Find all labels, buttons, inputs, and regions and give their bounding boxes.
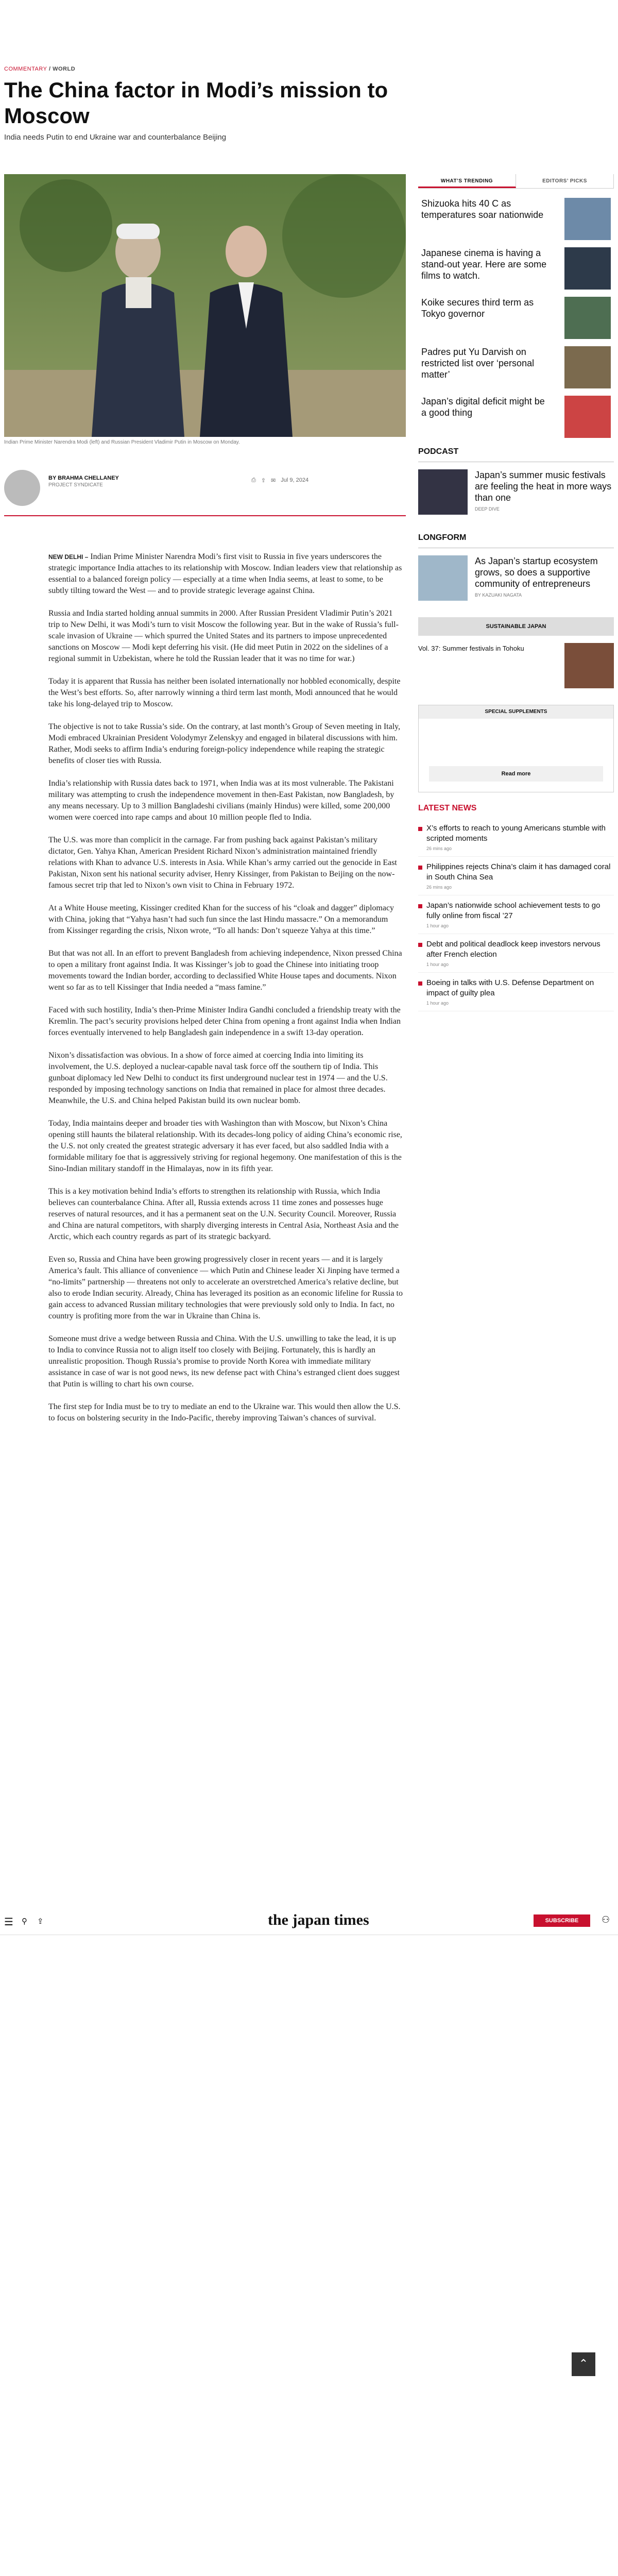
article-paragraph: [48, 835, 404, 891]
user-icon[interactable]: ⚇: [602, 1914, 610, 1925]
tab-trending[interactable]: WHAT’S TRENDING: [418, 174, 516, 188]
latest-item[interactable]: [418, 934, 614, 973]
article-paragraph: [48, 551, 404, 597]
podcast-heading: PODCAST: [418, 447, 614, 462]
menu-icon[interactable]: ☰: [4, 1916, 13, 1928]
article-paragraph: [48, 1118, 404, 1175]
paragraph-text: Even so, Russia and China have been growing progressively closer in recent years — and it is largely America’s fault. This alliance of convenience — which Putin and Chinese leader Xi Jinping have termed a “no-limits” partnership — threatens not only to accelerate an overstretched America’s relative decline, but also to erode Indian security. Already, China has leveraged its position as an economic lifeline for Russia to gain access to advanced Russian military technologies that were previously sold only to India. In fact, no country is profiting more from the war in Ukraine than China is.: [48, 1255, 403, 1320]
breadcrumb-separator: /: [47, 66, 53, 72]
paragraph-text: Indian Prime Minister Narendra Modi’s first visit to Russia in five years underscores the strategic importance India attaches to its relationship with Moscow. Indian leaders view that relationship as essential to a balanced foreign policy — especially at a time when India seems, at least to some, to be subtly tilting toward the West — and to provide strategic leverage against China.: [48, 552, 402, 595]
latest-news-heading: LATEST NEWS: [418, 804, 477, 812]
article-paragraph: [48, 721, 404, 767]
trending-item[interactable]: [418, 238, 614, 287]
article-paragraph: [48, 1186, 404, 1243]
trending-title: Padres put Yu Darvish on restricted list over ‘personal matter’: [421, 347, 535, 380]
paragraph-text: The U.S. was more than complicit in the carnage. Far from pushing back against Pakistan’s military dictator, Gen. Yahya Khan, American President Richard Nixon’s administration maintained friendly relations with Khan to advance U.S. interests in Asia. While Khan’s army carried out the genocide in East Pakistan, Nixon sent his national security adviser, Henry Kissinger, from Pakistan to Beijing on the now-famous secret trip that led to Nixon’s own visit to China in February 1972.: [48, 836, 397, 890]
article-paragraph: [48, 608, 404, 665]
article-body: [48, 551, 404, 1435]
comment-icon[interactable]: ✉: [271, 478, 276, 484]
latest-date: 1 hour ago: [426, 1001, 449, 1006]
paragraph-text: Today, India maintains deeper and broader ties with Washington than with Moscow, but Nixon’s China opening still haunts the bilateral relationship. With its decades-long policy of aiding China’s economic rise, the U.S. not only created the greatest strategic adversary it has ever faced, but also saddled India with a formidable military foe that is aggressively striving for regional hegemony. One manifestation of this is the Sino-Indian military standoff in the Himalayas, now in its fifth year.: [48, 1119, 402, 1173]
longform-thumb: [418, 555, 468, 601]
paragraph-text: Someone must drive a wedge between Russia and China. With the U.S. unwilling to take the lead, it is up to India to convince Russia not to align itself too closely with Beijing. Fortunately, this is hardly an unrealistic proposition. Though Russia’s promise to provide North Korea with immediate military assistance in case of war is not good news, its new defense pact with China’s estranged client does suggest that Putin is willing to chart his own course.: [48, 1334, 400, 1388]
article-paragraph: [48, 948, 404, 993]
latest-date: 1 hour ago: [426, 923, 449, 928]
paragraph-text: Today it is apparent that Russia has neither been isolated internationally nor hobbled economically, despite the West’s best efforts. So, after narrowly winning a third term last month, Modi announced that he would take his long-delayed trip to Moscow.: [48, 677, 401, 708]
latest-item[interactable]: [418, 973, 614, 1011]
article-paragraph: [48, 1050, 404, 1107]
sidebar-tabs: [418, 174, 614, 189]
tab-editors-picks[interactable]: EDITORS’ PICKS: [516, 174, 614, 188]
hero-photo: [4, 174, 406, 437]
photo-caption: Indian Prime Minister Narendra Modi (left) and Russian President Vladimir Putin in Moscow on Monday.: [4, 439, 240, 445]
trending-item[interactable]: [418, 337, 614, 386]
paragraph-text: The first step for India must be to try to mediate an end to the Ukraine war. This would then allow the U.S. to focus on bolstering security in the Indo-Pacific, thereby improving Taiwan’s chances of survival.: [48, 1402, 401, 1422]
site-logo[interactable]: the japan times: [268, 1911, 369, 1928]
podcast-title: Japan’s summer music festivals are feeling the heat in more ways than one: [475, 470, 612, 503]
latest-title: Debt and political deadlock keep investors nervous after French election: [426, 940, 600, 959]
sustainable-item[interactable]: [418, 636, 614, 696]
trending-title: Japanese cinema is having a stand-out year. Here are some films to watch.: [421, 248, 547, 281]
breadcrumb-topic[interactable]: WORLD: [53, 66, 76, 72]
trending-thumb: [564, 396, 611, 438]
subscribe-button[interactable]: SUBSCRIBE: [534, 1914, 590, 1927]
sticky-header: [0, 1906, 618, 1935]
trending-thumb: [564, 198, 611, 240]
scroll-to-top-button[interactable]: ⌃: [572, 2352, 595, 2376]
bullet-icon: [418, 981, 422, 986]
trending-thumb: [564, 346, 611, 388]
article-paragraph: [48, 903, 404, 937]
trending-item[interactable]: [418, 386, 614, 436]
article-paragraph: [48, 676, 404, 710]
sustainable-thumb: [564, 643, 614, 688]
trending-item[interactable]: [418, 287, 614, 337]
longform-title: As Japan’s startup ecosystem grows, so does a supportive community of entrepreneurs: [475, 556, 598, 589]
bullet-icon: [418, 866, 422, 870]
paragraph-text: This is a key motivation behind India’s efforts to strengthen its relationship with Russia, which India believes can counterbalance China. After all, Russia extends across 11 time zones and possesses huge reserves of natural resources, and it has a permanent seat on the U.N. Security Council. Moreover, Russia and China are natural competitors, with sharply diverging interests in Central Asia, Northeast Asia and the Arctic, which each country regards as part of its strategic backyard.: [48, 1187, 399, 1241]
special-supplements: [418, 705, 614, 792]
trending-thumb: [564, 247, 611, 290]
latest-title: X’s efforts to reach to young Americans stumble with scripted moments: [426, 824, 606, 843]
trending-item[interactable]: [418, 189, 614, 238]
breadcrumb: [4, 66, 75, 72]
article-paragraph: [48, 778, 404, 823]
paragraph-text: The objective is not to take Russia’s side. On the contrary, at last month’s Group of Seven meeting in Italy, Modi embraced Ukrainian President Volodymyr Zelenskyy and engaged in bilateral discussions with him. Rather, Modi seeks to affirm India’s enduring foreign-policy independence while reaping the strategic benefits of closer ties with Russia.: [48, 722, 401, 765]
paragraph-text: India’s relationship with Russia dates back to 1971, when India was at its most vulnerable. The Pakistani military was attempting to crush the independence movement in then-East Pakistan, now Bangladesh, by any means necessary. Up to 3 million Bangladeshi civilians (mainly Hindus) were killed, some 200,000 women were coerced into rape camps and about 10 million people fled to India.: [48, 779, 394, 822]
latest-date: 1 hour ago: [426, 962, 449, 967]
paragraph-text: At a White House meeting, Kissinger credited Khan for the success of his “cloak and dagger” diplomacy with China, joking that “Yahya hasn’t had such fun since the last Hindu massacre.” On a memorandum from Kissinger regarding the crisis, Nixon wrote, “To all hands: Don’t squeeze Yahya at this time.”: [48, 904, 394, 935]
latest-title: Philippines rejects China’s claim it has damaged coral in South China Sea: [426, 862, 611, 882]
podcast-item[interactable]: [418, 462, 614, 522]
publish-date: Jul 9, 2024: [281, 477, 309, 483]
bullet-icon: [418, 904, 422, 908]
author-avatar: [4, 470, 40, 506]
trending-title: Japan’s digital deficit might be a good thing: [421, 396, 545, 418]
latest-date: 26 mins ago: [426, 846, 452, 851]
latest-date: 26 mins ago: [426, 885, 452, 890]
share-icon[interactable]: ⇪: [37, 1917, 44, 1926]
read-more-button[interactable]: Read more: [429, 766, 603, 782]
article-paragraph: [48, 1333, 404, 1390]
latest-title: Japan’s nationwide school achievement tests to go fully online from fiscal ’27: [426, 901, 600, 920]
share-icon[interactable]: ⇪: [261, 478, 266, 484]
bullet-icon: [418, 943, 422, 947]
article-paragraph: [48, 1254, 404, 1322]
latest-item[interactable]: [418, 895, 614, 934]
divider: [4, 515, 406, 516]
longform-item[interactable]: [418, 548, 614, 608]
latest-item[interactable]: [418, 857, 614, 895]
breadcrumb-section[interactable]: COMMENTARY: [4, 66, 47, 72]
search-icon[interactable]: ⚲: [22, 1917, 27, 1926]
sidebar: [418, 174, 614, 1011]
byline-author[interactable]: BY BRAHMA CHELLANEY: [48, 475, 119, 481]
paragraph-text: But that was not all. In an effort to prevent Bangladesh from achieving independence, Nixon pressed China to open a military front against India. It was Kissinger’s job to goad the Chinese into initiating troop movements toward the Indian border, according to declassified White House tapes and documents. Nixon went so far as to tell Kissinger that India needed a “mass famine.”: [48, 949, 402, 992]
podcast-meta: DEEP DIVE: [475, 506, 500, 512]
trending-thumb: [564, 297, 611, 339]
paragraph-text: Nixon’s dissatisfaction was obvious. In a show of force aimed at coercing India into limiting its involvement, the U.S. deployed a nuclear-capable naval task force off the southern tip of India. This gunboat diplomacy led New Delhi to conduct its first underground nuclear test in 1974 — and the U.S. responded by imposing technology sanctions on India that remained in place for almost three decades. Meanwhile, the U.S. and China helped Pakistan build its own nuclear bomb.: [48, 1051, 388, 1105]
latest-item[interactable]: [418, 818, 614, 857]
standfirst: India needs Putin to end Ukraine war and counterbalance Beijing: [4, 133, 227, 142]
latest-news-list: [418, 818, 614, 1011]
supplements-heading: SPECIAL SUPPLEMENTS: [419, 705, 613, 719]
article-paragraph: [48, 1005, 404, 1039]
longform-meta: BY KAZUAKI NAGATA: [475, 592, 522, 598]
article-paragraph: [48, 1401, 404, 1424]
latest-title: Boeing in talks with U.S. Defense Department on impact of guilty plea: [426, 978, 594, 997]
sustainable-title: Vol. 37: Summer festivals in Tohoku: [418, 645, 524, 652]
sustainable-japan-banner[interactable]: SUSTAINABLE JAPAN: [418, 617, 614, 636]
dateline: NEW DELHI –: [48, 553, 89, 561]
share-bar: [251, 477, 308, 484]
paragraph-text: Faced with such hostility, India’s then-Prime Minister Indira Gandhi concluded a friendship treaty with the Kremlin. The pact’s security provisions helped deter China from opening a front against India when Indian forces eventually intervened to help Bangladesh gain independence in a swift 13-day operation.: [48, 1006, 401, 1037]
paragraph-text: Russia and India started holding annual summits in 2000. After Russian President Vladimir Putin’s 2021 trip to New Delhi, it was Modi’s turn to visit Moscow the following year. But in the wake of Russia’s full-scale invasion of Ukraine — which spurred the United States and its partners to impose unprecedented sanctions on Moscow — Modi kept deferring his visit. (He did meet Putin in 2022 on the sidelines of a regional summit in Uzbekistan, where he told the Russian leader that it was no time for war.): [48, 609, 399, 663]
page-title: The China factor in Modi’s mission to Moscow: [4, 78, 388, 128]
byline-org: PROJECT SYNDICATE: [48, 482, 103, 488]
longform-heading: LONGFORM: [418, 533, 614, 548]
podcast-thumb: [418, 469, 468, 515]
print-icon[interactable]: ⎙: [251, 477, 256, 483]
trending-title: Shizuoka hits 40 C as temperatures soar nationwide: [421, 198, 544, 220]
trending-title: Koike secures third term as Tokyo governor: [421, 297, 534, 319]
bullet-icon: [418, 827, 422, 831]
